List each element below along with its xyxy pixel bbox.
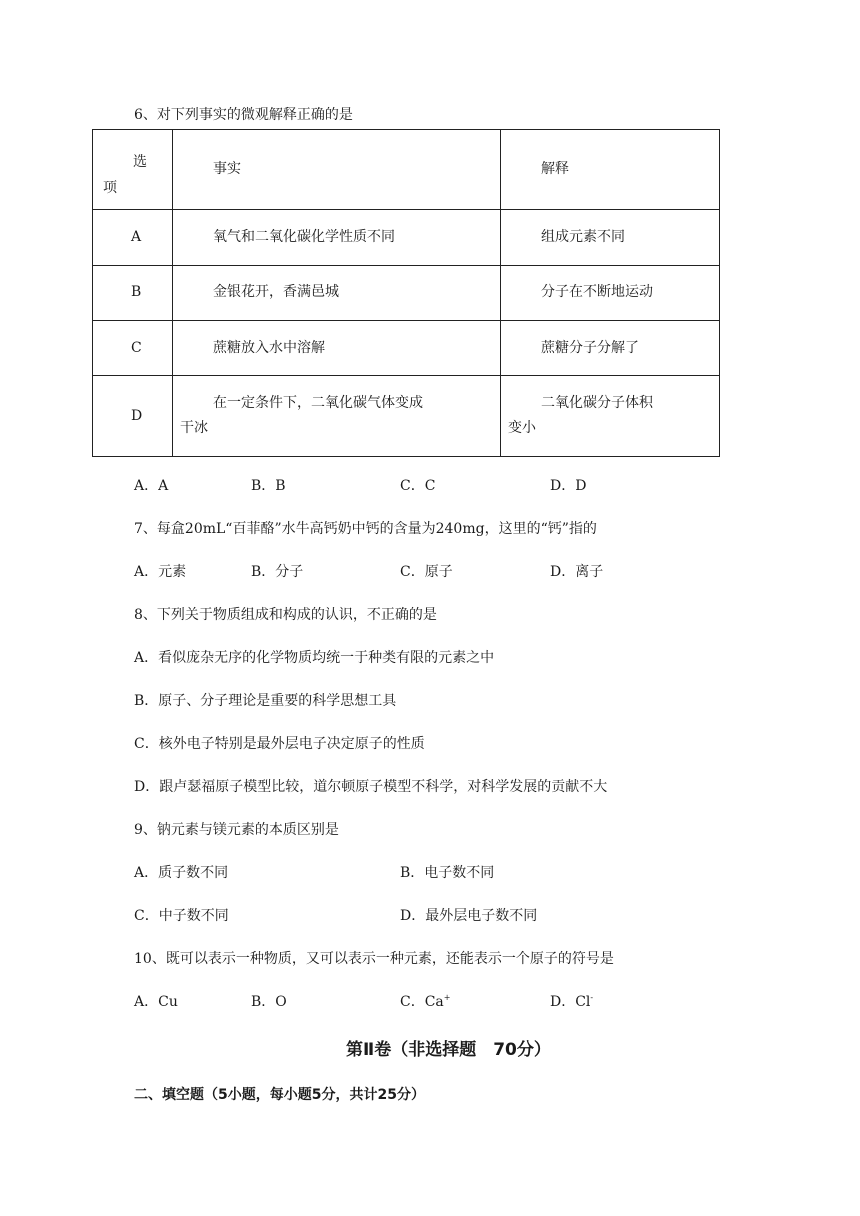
q8-choice-d[interactable]: D．跟卢瑟福原子模型比较，道尔顿原子模型不科学，对科学发展的贡献不大	[134, 779, 608, 795]
q7-stem: 7、每盒20mL“百菲酪”水牛高钙奶中钙的含量为240mg，这里的“钙”指的	[134, 521, 597, 537]
q6-stem: 6、对下列事实的微观解释正确的是	[134, 107, 353, 123]
q10-choice-c-text: C．Ca	[400, 994, 444, 1010]
q6-table	[92, 129, 720, 457]
q10-choice-b[interactable]	[251, 992, 287, 1012]
part-two-title: 第Ⅱ卷（非选择题 70分）	[346, 1040, 551, 1060]
row-explanation: 蔗糖分子分解了	[501, 321, 720, 376]
q10-choice-b-text: B．O	[251, 994, 287, 1010]
q7-choice-d[interactable]: D．离子	[550, 564, 604, 580]
q10-choice-a-text: A．Cu	[134, 994, 178, 1010]
row-explanation: 组成元素不同	[501, 210, 720, 265]
q9-choice-d[interactable]: D．最外层电子数不同	[400, 908, 538, 924]
row-option: A	[93, 210, 173, 265]
row-explanation-line-1: 二氧化碳分子体积	[541, 395, 653, 412]
row-explanation	[501, 376, 720, 457]
table-row	[93, 321, 720, 376]
table-row	[93, 376, 720, 457]
header-explanation-cell: 解释	[501, 130, 720, 210]
q10-choice-d-text: D．Cl	[550, 994, 591, 1010]
row-fact	[173, 376, 501, 457]
row-fact-line-1: 在一定条件下，二氧化碳气体变成	[213, 395, 423, 412]
row-fact: 金银花开，香满邑城	[173, 265, 501, 320]
q10-choice-d[interactable]	[550, 992, 593, 1012]
header-option-label-b: 项	[103, 180, 117, 196]
q10-choice-a[interactable]	[134, 992, 178, 1012]
header-option-label-a: 选	[133, 154, 147, 170]
header-option-cell	[93, 130, 173, 210]
q6-choice-c[interactable]: C．C	[400, 478, 436, 494]
q9-choice-a[interactable]: A．质子数不同	[134, 865, 229, 881]
q7-choice-c[interactable]: C．原子	[400, 564, 453, 580]
table-header-row	[93, 130, 720, 210]
q6-choice-d[interactable]: D．D	[550, 478, 587, 494]
row-explanation: 分子在不断地运动	[501, 265, 720, 320]
q7-choice-b[interactable]: B．分子	[251, 564, 304, 580]
q8-choice-c[interactable]: C．核外电子特别是最外层电子决定原子的性质	[134, 736, 425, 752]
row-option: C	[93, 321, 173, 376]
q6-choice-a[interactable]: A．A	[134, 478, 169, 494]
table-row	[93, 210, 720, 265]
row-fact-line-2: 干冰	[180, 420, 208, 437]
header-fact-cell: 事实	[173, 130, 501, 210]
q10-stem: 10、既可以表示一种物质，又可以表示一种元素，还能表示一个原子的符号是	[134, 951, 614, 967]
q7-choice-a[interactable]: A．元素	[134, 564, 187, 580]
row-option: B	[93, 265, 173, 320]
q10-choice-c-charge: +	[443, 993, 451, 1002]
q9-choice-c[interactable]: C．中子数不同	[134, 908, 229, 924]
fill-in-section-heading: 二、填空题（5小题，每小题5分，共计25分）	[134, 1087, 425, 1103]
q8-choice-b[interactable]: B．原子、分子理论是重要的科学思想工具	[134, 693, 397, 709]
q9-choice-b[interactable]: B．电子数不同	[400, 865, 495, 881]
q9-stem: 9、钠元素与镁元素的本质区别是	[134, 822, 339, 838]
row-option: D	[93, 376, 173, 457]
q8-choice-a[interactable]: A．看似庞杂无序的化学物质均统一于种类有限的元素之中	[134, 650, 495, 666]
row-fact: 蔗糖放入水中溶解	[173, 321, 501, 376]
q6-choice-b[interactable]: B．B	[251, 478, 286, 494]
row-explanation-line-2: 变小	[508, 420, 536, 437]
row-fact: 氧气和二氧化碳化学性质不同	[173, 210, 501, 265]
q10-choice-d-charge: -	[590, 993, 594, 1002]
table-row	[93, 265, 720, 320]
q8-stem: 8、下列关于物质组成和构成的认识，不正确的是	[134, 607, 437, 623]
q10-choice-c[interactable]	[400, 992, 450, 1012]
